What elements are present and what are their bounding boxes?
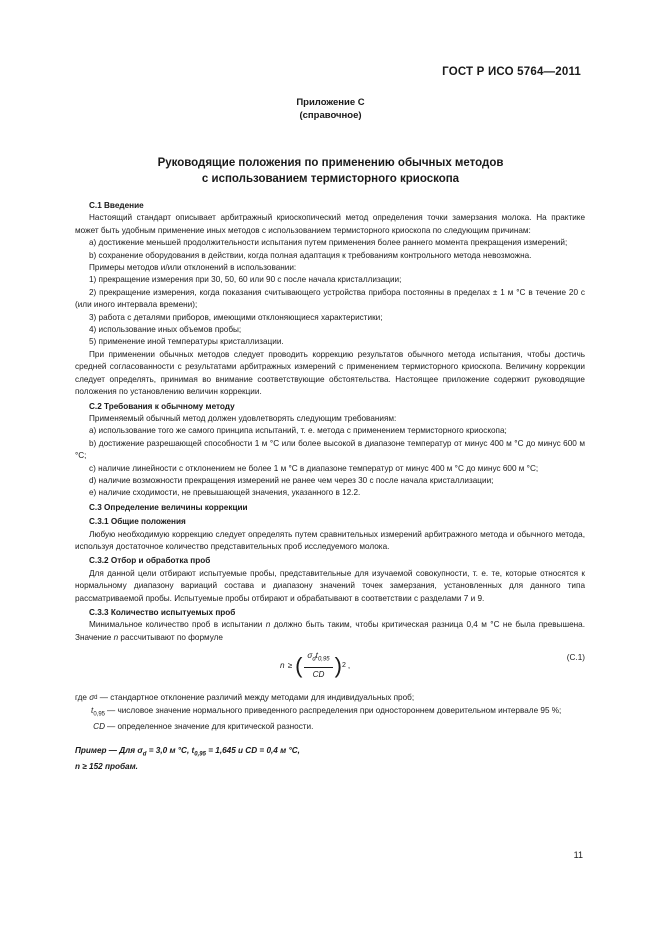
c33-n-symbol: n [265,620,271,630]
formula-sigma-sub: d [312,656,316,663]
c2-item-e: e) наличие сходимости, не превышающей значения, указанного в 12.2. [89,488,361,498]
example-sub-2: 0,95 [194,751,206,758]
legend-prefix: где [75,693,87,703]
annex-type: (справочное) [299,110,362,121]
legend-text-1: — стандартное отклонение различий между методами для индивидуальных проб; [99,693,415,703]
section-c33-heading: С.3.3 Количество испытуемых проб [89,608,236,617]
formula-expression [280,650,350,681]
c1-paragraph-1: Настоящий стандарт описывает арбитражный криоскопический метод определения точки замерзания молока. На практике может быть удобным применение иных методов с использованием термисторного криоскопа по следующим причинам: [75,213,585,235]
example-part-b: = 3,0 м °С, t [146,746,195,756]
document-title-line-1: Руководящие положения по применению обычных методов [157,157,504,169]
c33-text-part-c: рассчитывают по формуле [118,632,223,642]
formula-t-sub: 0,95 [317,656,330,663]
section-c32-heading: С.3.2 Отбор и обработка проб [89,556,211,566]
formula-c1 [75,644,585,692]
c2-item-b: b) достижение разрешающей способности 1 м °С или более высокой в диапазоне температур от минус 400 м °С до минус 600 м °С; [75,438,585,461]
formula-tail: , [347,660,351,670]
example-part-c: = 1,645 и CD = 0,4 м °С, [205,746,300,756]
c1-item-b: b) сохранение оборудования в действии, когда полная адаптация к требованиям контрольного метода невозможна. [89,250,532,260]
formula-number: (С.1) [566,653,585,663]
example-part-a: Пример — Для σ [75,746,143,756]
c33-text [75,619,585,644]
formula-power: 2 [341,661,346,669]
formula-lhs: n [280,660,285,670]
page-number: 11 [573,850,583,860]
legend-sym-3: CD [93,721,105,731]
formula-numerator [304,650,332,668]
section-c31-heading: С.3.1 Общие положения [89,517,186,527]
c2-item-a: a) использование того же самого принципа испытаний, т. е. метода с применением термисторного криоскопа; [89,426,507,436]
c2-item-d: d) наличие возможности прекращения измерений не ранее чем через 30 с после начала кристаллизации; [89,475,494,485]
example-line-1 [75,745,585,761]
c1-item-a: a) достижение меньшей продолжительности испытания путем применения более раннего момента прекращения измерений; [89,238,568,248]
formula-denominator: CD [312,670,325,680]
section-c3-heading: С.3 Определение величины коррекции [89,502,248,512]
c1-example-4: 4) использование иных объемов пробы; [89,325,242,335]
example-line-2: n ≥ 152 пробам. [75,762,138,772]
formula-sigma: σ [307,651,313,661]
legend-sub-2: 0,95 [93,711,105,718]
c1-example-3: 3) работа с деталями приборов, имеющими отклоняющиеся характеристики; [89,312,383,322]
legend-sym-2: t [91,705,94,715]
legend-sym-1: σ [89,693,95,703]
document-title-line-2: с использованием термисторного криоскопа [201,173,460,185]
document-body [75,200,585,774]
legend-text-2: — числовое значение нормального приведенного распределения при одностороннем доверительном интервале 95 %; [107,705,562,715]
c1-example-2: 2) прекращение измерения, когда показания считывающего устройства прибора постоянны в пределах ± 1 м °С в течение 20 с (или иного интервала времени); [75,287,585,310]
formula-legend [75,692,585,733]
c33-text-part-b: должно быть таким, чтобы критическая разница 0,4 м °С не была превышена. Значение [75,620,585,642]
legend-sym-2-cell [75,705,105,721]
formula-close-paren: ) [334,652,342,678]
c1-examples-intro: Примеры методов и/или отклонений в использовании: [89,263,297,273]
example-sub-1: d [142,751,147,758]
formula-open-paren: ( [295,652,303,678]
legend-text-3: — определенное значение для критической разности. [107,721,314,731]
c2-item-c: c) наличие линейности с отклонением не более 1 м °С в диапазоне температур от минус 400 м °С до минус 600 м °С; [89,463,539,473]
c1-paragraph-2: При применении обычных методов следует проводить коррекцию результатов обычного метода испытания, чтобы достичь средней согласованности с результатами арбитражных измерений с применением термисторного криоскопа. Величину коррекции следует определять, принимая во внимание соответствующие обстоятельства. Настоящее приложение содержит руководящие положения по установлению величин коррекции. [75,349,585,397]
c1-example-5: 5) применение иной температуры кристаллизации. [89,337,284,347]
legend-row-1 [75,692,585,704]
section-c1-heading: С.1 Введение [89,201,144,210]
annex-title: Приложение С [296,97,365,108]
legend-sym-3-cell [75,721,105,733]
c33-n-symbol-2: n [113,632,119,642]
formula-fraction [304,650,332,681]
c32-text: Для данной цели отбирают испытуемые пробы, представительные для изучаемой совокупности, т. е. те, которые относятся к нормальному диапазону вариаций состава и диапазону значений точек замерзания, установленных для данного типа рассматриваемой пробы. Испытуемые пробы отбирают и обрабатывают в соответствии с разделами 7 и 9. [75,568,585,603]
formula-relation: ≥ [287,660,293,670]
section-c2-heading: С.2 Требования к обычному методу [89,401,235,411]
c1-example-1: 1) прекращение измерения при 30, 50, 60 или 90 с после начала кристаллизации; [89,275,402,285]
c2-intro: Применяемый обычный метод должен удовлетворять следующим требованиям: [89,413,397,423]
c31-text: Любую необходимую коррекцию следует определять путем сравнительных измерений арбитражного метода и обычного метода, используя достаточное количество представительных проб исследуемого молока. [75,529,585,551]
c33-text-part-a: Минимальное количество проб в испытании [89,620,266,630]
standard-header: ГОСТ Р ИСО 5764—2011 [442,66,581,78]
legend-sub-1: d [94,695,98,702]
formula-t: t [315,651,318,661]
